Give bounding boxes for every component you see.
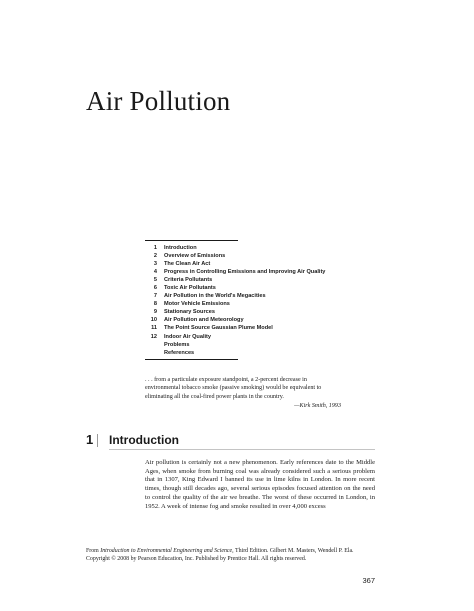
epigraph-quote: . . . from a particulate exposure standpoint, a 2-percent decrease in environmental tobacco smoke (passive smoking) would be equivalent to eliminating all the coal-fired power plants in the country. <box>145 377 322 400</box>
page-number: 367 <box>362 576 375 585</box>
toc-item-number: 5 <box>153 277 157 284</box>
section-title: Introduction <box>109 433 179 447</box>
toc-item-label: The Point Source Gaussian Plume Model <box>164 325 273 332</box>
toc-item-label: References <box>164 349 195 356</box>
toc-item-label: Indoor Air Quality <box>164 333 212 340</box>
toc-item-number: 7 <box>153 293 157 300</box>
toc-item <box>145 349 238 357</box>
toc-item-number: 1 <box>153 245 157 251</box>
toc-item-number: 4 <box>153 269 157 276</box>
toc-item-label: Motor Vehicle Emissions <box>164 301 230 308</box>
toc-item-label: Stationary Sources <box>164 309 215 316</box>
toc-item-label: Problems <box>164 341 190 348</box>
toc-item-number: 12 <box>150 333 157 340</box>
toc-item-label: Overview of Emissions <box>164 253 226 260</box>
chapter-title: Air Pollution <box>86 86 231 116</box>
toc-item <box>145 324 273 332</box>
toc-list <box>145 244 326 357</box>
source-note <box>86 547 376 563</box>
epigraph <box>145 376 341 410</box>
toc-item <box>145 333 238 341</box>
toc-item-number: 6 <box>153 285 157 292</box>
toc-item-number: 2 <box>153 253 157 260</box>
section-underline <box>109 449 375 450</box>
toc-item-number <box>145 341 157 349</box>
toc-item-number: 8 <box>153 301 157 308</box>
body-paragraph: Air pollution is certainly not a new phenomenon. Early references date to the Middle Ages, when smoke from burning coal was already considered such a serious problem that in 1307, King Edward I banned its use in lime kilns in London. In more recent times, though still decades ago, several serious episodes focused attention on the need to control the quality of the air we breathe. The worst of these occurred in London, in 1952. A week of intense fog and smoke resulted in over 4,000 excess <box>145 459 375 510</box>
section-number: 1 <box>86 432 94 447</box>
toc-item <box>145 284 238 292</box>
toc-item <box>145 316 244 324</box>
toc-item-label: Toxic Air Pollutants <box>164 285 216 292</box>
section-heading <box>86 432 375 448</box>
toc-item-number: 3 <box>153 261 157 268</box>
toc-item-number <box>145 349 157 357</box>
toc-item <box>145 260 238 268</box>
toc-item-number: 9 <box>153 309 157 316</box>
toc-item-label: Progress in Controlling Emissions and Improving Air Quality <box>164 269 326 276</box>
toc-item-label: Air Pollution in the World's Megacities <box>164 293 266 300</box>
toc-item-label: The Clean Air Act <box>164 261 211 268</box>
toc-item-number: 10 <box>150 317 157 324</box>
toc-item <box>145 308 238 316</box>
toc-item <box>145 292 266 300</box>
section-divider <box>97 434 98 447</box>
toc-item <box>145 252 238 260</box>
source-book-title: Introduction to Environmental Engineering and Science <box>100 548 233 554</box>
toc-item <box>145 244 238 252</box>
source-note-suffix: , Third Edition. Gilbert M. Masters, Wendell P. Ela. Copyright © 2008 by Pearson Education, Inc. Published by Prentice Hall. All rights reserved. <box>86 548 354 563</box>
toc-item <box>145 341 238 349</box>
toc-item-label: Criteria Pollutants <box>164 277 213 284</box>
source-note-prefix: From <box>86 548 101 554</box>
toc-item <box>145 268 326 276</box>
toc-top-rule <box>145 240 238 241</box>
toc-item-number: 11 <box>151 325 157 332</box>
toc-item <box>145 300 238 308</box>
table-of-contents <box>145 240 326 363</box>
epigraph-attribution: —Kirk Smith, 1993 <box>294 402 341 409</box>
toc-item-label: Air Pollution and Meteorology <box>164 317 244 324</box>
toc-bottom-rule <box>145 359 238 360</box>
toc-item <box>145 276 238 284</box>
toc-item-label: Introduction <box>164 245 197 251</box>
